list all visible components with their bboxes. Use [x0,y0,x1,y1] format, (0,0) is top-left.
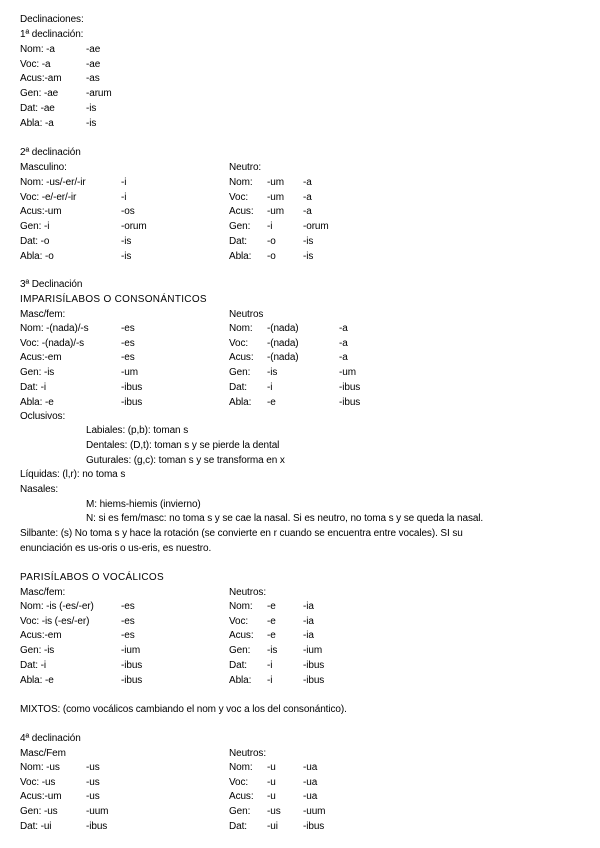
par-neut-row-cell: -i [267,659,273,671]
d3-masc-row-cell: -es [121,323,135,334]
par-masc-row-cell: Gen: -is [20,645,55,657]
d2-masc-row-cell: Gen: -i [20,221,50,233]
d1-row-cell: Abla: -a [20,117,54,129]
d2-neut-row-cell: Voc: [229,191,249,203]
d4-masc-row-cell: Nom: -us [20,762,60,773]
par-neut-row-cell: Dat: [229,659,247,671]
d4-masc-row-cell: Acus:-um [20,791,62,803]
d2-neut-row-cell: -i [267,221,273,233]
d2-neut-label: Neutro: [229,162,262,173]
labiales-note: Labiales: (p,b): toman s [86,425,189,436]
d3-neut-row-cell: Acus: [229,352,254,364]
d4-neut-row-cell: -ua [303,762,318,773]
d4-neut-label: Neutros: [229,748,266,759]
par-neut-row-cell: -e [267,601,276,612]
par-neut-label: Neutros: [229,587,266,598]
d1-row-cell: Dat: -ae [20,102,55,114]
par-neut-row-cell: -ium [303,645,323,657]
d3-neut-row-cell: -a [339,352,348,364]
par-neut-row-cell: Abla: [229,674,252,686]
par-neut-row-cell: -ibus [303,674,325,686]
d4-neut-row-cell: -ui [267,820,278,832]
par-masc-row-cell: -ibus [121,659,143,671]
d4-masc-row-cell: Voc: -us [20,776,56,788]
d1-row-cell: -as [86,73,100,85]
d2-neut-row-cell: Gen: [229,221,251,233]
d2-masc-row-cell: Abla: -o [20,250,54,262]
par-masc-row-cell: Dat: -i [20,659,46,671]
d2-masc-row-cell: Dat: -o [20,235,50,247]
d1-row-cell: -arum [86,88,112,100]
par-masc-row-cell: -es [121,615,135,627]
d4-neut-row-cell: Dat: [229,820,247,832]
d2-neut-row-cell: Nom: [229,177,253,188]
d2-neut-row-cell: -a [303,191,312,203]
d4-neut-row-cell: -u [267,776,276,788]
par-neut-row-cell: Voc: [229,615,249,627]
d4-heading: 4ª declinación [20,733,81,744]
d4-masc-row-cell: -us [86,776,100,788]
par-masc-row-cell: Acus:-em [20,630,62,642]
d3-heading: 3ª Declinación [20,279,83,290]
d4-neut-row-cell: -ibus [303,820,325,832]
d2-masc-row-cell: -os [121,206,135,218]
d2-neut-row-cell: -is [303,235,314,247]
page-title: Declinaciones: [20,14,84,25]
d2-masc-row-cell: -is [121,235,132,247]
d4-neut-row-cell: -u [267,762,276,773]
d4-neut-row-cell: Gen: [229,806,251,818]
d4-neut-row-cell: Nom: [229,762,253,773]
d3-neut-row-cell: Dat: [229,381,247,393]
d4-masc-row-cell: -us [86,762,100,773]
d1-row-cell: Voc: -a [20,58,51,70]
par-masc-label: Masc/fem: [20,587,66,598]
par-masc-row-cell: -es [121,601,135,612]
d4-neut-row-cell: -u [267,791,276,803]
par-neut-row-cell: Nom: [229,601,253,612]
d3-masc-row-cell: -es [121,337,135,349]
d2-masc-row-cell: -i [121,191,127,203]
d2-masc-row-cell: -i [121,177,127,188]
d2-masc-label: Masculino: [20,162,67,173]
par-masc-row-cell: -ium [121,645,141,657]
d3-neut-row-cell: -ibus [339,396,361,408]
d3-masc-row-cell: -ibus [121,396,143,408]
d4-masc-label: Masc/Fem [20,748,66,759]
oclusivos-label: Oclusivos: [20,411,66,422]
par-neut-row-cell: -i [267,674,273,686]
d2-neut-row-cell: -o [267,250,276,262]
d3-neut-row-cell: -ibus [339,381,361,393]
d2-neut-row-cell: -o [267,235,276,247]
d2-masc-row-cell: Nom: -us/-er/-ir [20,177,86,188]
d3-masc-row-cell: Voc: -(nada)/-s [20,337,85,349]
par-neut-row-cell: -ibus [303,659,325,671]
silbante-note-line1: Silbante: (s) No toma s y hace la rotación (se convierte en r cuando se encuentra entre vocales). SI su [20,528,463,539]
d3-neut-row-cell: -i [267,381,273,393]
d3-neut-label: Neutros [229,309,264,320]
d2-neut-row-cell: Dat: [229,235,247,247]
par-neut-row-cell: Gen: [229,645,251,657]
d3-masc-row-cell: Nom: -(nada)/-s [20,323,89,334]
d2-neut-row-cell: -orum [303,221,329,233]
d4-masc-row-cell: -ibus [86,820,108,832]
d1-row-cell: Nom: -a [20,44,55,55]
d3-neut-row-cell: -um [339,367,356,379]
d3-neut-row-cell: -a [339,323,348,334]
d3-imparisilabos-heading: IMPARISÍLABOS O CONSONÁNTICOS [20,294,207,305]
d3-neut-row-cell: -(nada) [267,337,299,349]
d2-neut-row-cell: -a [303,206,312,218]
d2-heading: 2ª declinación [20,147,81,158]
d4-masc-row-cell: Gen: -us [20,806,58,818]
d4-masc-row-cell: Dat: -ui [20,820,52,832]
d4-neut-row-cell: Voc: [229,776,249,788]
d3-neut-row-cell: -e [267,396,276,408]
d3-neut-row-cell: -(nada) [267,323,299,334]
d2-masc-row-cell: -is [121,250,132,262]
d3-neut-row-cell: Voc: [229,337,249,349]
par-masc-row-cell: -es [121,630,135,642]
d4-masc-row-cell: -us [86,791,100,803]
nasales-label: Nasales: [20,484,59,495]
guturales-note: Guturales: (g,c): toman s y se transforma en x [86,455,285,466]
par-neut-row-cell: -ia [303,615,314,627]
d3-masc-label: Masc/fem: [20,309,66,320]
d3-neut-row-cell: Nom: [229,323,253,334]
parisilabos-heading: PARISÍLABOS O VOCÁLICOS [20,572,164,583]
d3-masc-row-cell: Dat: -i [20,381,46,393]
d2-neut-row-cell: -um [267,191,284,203]
d2-masc-row-cell: -orum [121,221,147,233]
d2-neut-row-cell: -um [267,177,284,188]
d4-neut-row-cell: -ua [303,791,318,803]
par-neut-row-cell: -ia [303,601,314,612]
d4-neut-row-cell: -us [267,806,281,818]
d1-row-cell: -ae [86,58,101,70]
d3-neut-row-cell: Abla: [229,396,252,408]
d3-masc-row-cell: -ibus [121,381,143,393]
par-masc-row-cell: Abla: -e [20,674,54,686]
d3-masc-row-cell: -es [121,352,135,364]
d3-neut-row-cell: Gen: [229,367,251,379]
d1-heading: 1ª declinación: [20,29,84,40]
d3-masc-row-cell: Acus:-em [20,352,62,364]
par-neut-row-cell: -is [267,645,278,657]
d4-neut-row-cell: -ua [303,776,318,788]
d3-neut-row-cell: -is [267,367,278,379]
par-masc-row-cell: Nom: -is (-es/-er) [20,601,94,612]
d4-neut-row-cell: Acus: [229,791,254,803]
d3-neut-row-cell: -(nada) [267,352,299,364]
par-neut-row-cell: -e [267,615,276,627]
d4-masc-row-cell: -uum [86,806,109,818]
d1-row-cell: -ae [86,44,101,55]
nasal-n-note: N: si es fem/masc: no toma s y se cae la nasal. Si es neutro, no toma s y se queda la nasal. [86,513,484,524]
d3-masc-row-cell: -um [121,367,138,379]
nasal-m-note: M: hiems-hiemis (invierno) [86,499,201,510]
liquidas-note: Líquidas: (l,r): no toma s [20,469,126,480]
mixtos-note: MIXTOS: (como vocálicos cambiando el nom y voc a los del consonántico). [20,704,347,715]
d2-neut-row-cell: -a [303,177,312,188]
d1-row-cell: -is [86,117,97,129]
d2-neut-row-cell: -is [303,250,314,262]
d2-neut-row-cell: -um [267,206,284,218]
par-neut-row-cell: -ia [303,630,314,642]
d1-row-cell: Gen: -ae [20,88,59,100]
d1-row-cell: -is [86,102,97,114]
dentales-note: Dentales: (D,t): toman s y se pierde la dental [86,440,280,451]
d3-masc-row-cell: Gen: -is [20,367,55,379]
par-masc-row-cell: -ibus [121,674,143,686]
d3-masc-row-cell: Abla: -e [20,396,54,408]
d2-neut-row-cell: Abla: [229,250,252,262]
par-neut-row-cell: -e [267,630,276,642]
silbante-note-line2: enunciación es us-oris o us-eris, es nuestro. [20,543,212,554]
d4-neut-row-cell: -uum [303,806,326,818]
d3-neut-row-cell: -a [339,337,348,349]
d2-neut-row-cell: Acus: [229,206,254,218]
d2-masc-row-cell: Acus:-um [20,206,62,218]
d2-masc-row-cell: Voc: -e/-er/-ir [20,191,77,203]
par-masc-row-cell: Voc: -is (-es/-er) [20,615,90,627]
d1-row-cell: Acus:-am [20,73,62,85]
par-neut-row-cell: Acus: [229,630,254,642]
